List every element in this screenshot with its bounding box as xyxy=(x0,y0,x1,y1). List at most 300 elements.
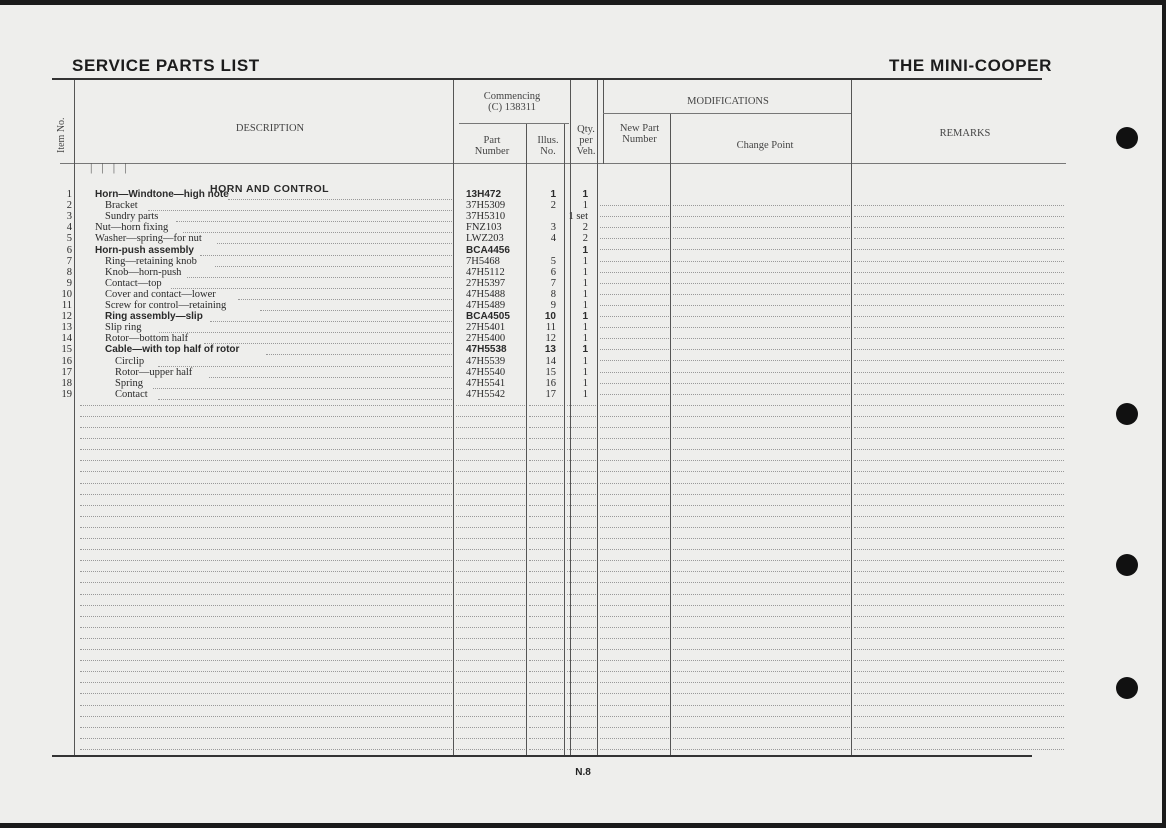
ruled-line xyxy=(456,405,525,406)
quantity: 1 xyxy=(582,288,588,300)
item-number: 16 xyxy=(61,355,72,367)
part-description: Washer—spring—for nut xyxy=(95,233,202,245)
ruled-line xyxy=(854,649,1064,650)
ruled-line xyxy=(80,505,452,506)
ruled-line xyxy=(673,560,850,561)
ruled-line xyxy=(600,205,669,206)
ruled-line xyxy=(456,594,525,595)
ruled-line xyxy=(673,261,850,262)
commencing-header-line2: (C) 138311 xyxy=(488,102,536,113)
ruled-line xyxy=(854,538,1064,539)
ruled-line xyxy=(529,505,563,506)
ruled-line xyxy=(529,560,563,561)
item-number: 11 xyxy=(61,300,72,311)
ruled-line xyxy=(567,505,596,506)
ruled-line xyxy=(567,527,596,528)
ruled-line xyxy=(854,716,1064,717)
ruled-line xyxy=(854,727,1064,728)
ruled-line xyxy=(673,693,850,694)
ruled-line xyxy=(854,527,1064,528)
ruled-line xyxy=(529,594,563,595)
illus-number: 10 xyxy=(544,311,556,323)
ruled-line xyxy=(80,616,452,617)
illus-number: 16 xyxy=(545,377,556,389)
part-number: LWZ203 xyxy=(466,233,504,245)
part-number: 13H472 xyxy=(466,189,502,200)
ruled-line xyxy=(567,427,596,428)
part-number: 47H5540 xyxy=(466,366,506,378)
ruled-line xyxy=(567,605,596,606)
ruled-line xyxy=(80,471,452,472)
quantity: 1 xyxy=(582,366,588,378)
ruled-line xyxy=(600,349,669,350)
ruled-line xyxy=(80,705,452,706)
ruled-line xyxy=(673,438,850,439)
commencing-divider xyxy=(459,123,569,124)
ruled-line xyxy=(529,682,563,683)
ruled-line xyxy=(567,460,596,461)
ruled-line xyxy=(529,582,563,583)
qty-header: Qty. per Veh. xyxy=(576,124,596,157)
ruled-line xyxy=(80,516,452,517)
ruled-line xyxy=(854,327,1064,328)
ruled-line xyxy=(600,505,669,506)
illus-no-header: Illus. No. xyxy=(537,135,559,157)
ruled-line xyxy=(529,671,563,672)
ruled-line xyxy=(529,627,563,628)
ruled-line xyxy=(854,427,1064,428)
ruled-line xyxy=(567,616,596,617)
ruled-line xyxy=(600,594,669,595)
ruled-line xyxy=(854,549,1064,550)
ruled-line xyxy=(854,627,1064,628)
ruled-line xyxy=(854,671,1064,672)
ruled-line xyxy=(673,205,850,206)
ruled-line xyxy=(854,494,1064,495)
ruled-line xyxy=(529,427,563,428)
ruled-line xyxy=(80,416,452,417)
ruled-line xyxy=(456,505,525,506)
quantity: 1 xyxy=(582,244,588,256)
ruled-line xyxy=(600,305,669,306)
illus-number: 2 xyxy=(550,200,556,212)
quantity: 1 xyxy=(582,388,588,400)
ruled-line xyxy=(600,571,669,572)
ruled-line xyxy=(854,660,1064,661)
part-description: Horn—Windtone—high note xyxy=(95,189,229,200)
ruled-line xyxy=(673,605,850,606)
ruled-line xyxy=(456,438,525,439)
item-number: 1 xyxy=(66,189,72,200)
illus-number: 14 xyxy=(545,355,556,367)
ruled-line xyxy=(600,483,669,484)
part-description: Ring—retaining knob xyxy=(105,255,197,267)
ruled-line xyxy=(456,682,525,683)
ruled-line xyxy=(600,671,669,672)
item-number: 8 xyxy=(66,266,72,278)
quantity: 2 xyxy=(582,222,588,234)
modifications-header: MODIFICATIONS xyxy=(687,96,769,107)
ruled-line xyxy=(673,749,850,750)
ruled-line xyxy=(529,494,563,495)
part-number: 47H5542 xyxy=(466,388,506,400)
ruled-line xyxy=(600,249,669,250)
ruled-line xyxy=(673,249,850,250)
ruled-line xyxy=(673,638,850,639)
ruled-line xyxy=(567,560,596,561)
ruled-line xyxy=(673,405,850,406)
ruled-line xyxy=(567,727,596,728)
ruled-line xyxy=(673,360,850,361)
ruled-line xyxy=(567,705,596,706)
ruled-line xyxy=(854,238,1064,239)
ruled-line xyxy=(600,471,669,472)
ruled-line xyxy=(567,693,596,694)
ruled-line xyxy=(456,749,525,750)
ruled-line xyxy=(80,438,452,439)
illus-number: 8 xyxy=(550,288,556,300)
ruled-line xyxy=(673,616,850,617)
quantity: 1 xyxy=(582,377,588,389)
illus-number: 4 xyxy=(550,233,556,245)
ruled-line xyxy=(854,261,1064,262)
ruled-line xyxy=(80,405,452,406)
ruled-line xyxy=(567,449,596,450)
ruled-line xyxy=(600,638,669,639)
ruled-line xyxy=(80,560,452,561)
item-number: 2 xyxy=(66,200,72,212)
ruled-line xyxy=(529,516,563,517)
col-line-desc xyxy=(453,80,454,755)
ruled-line xyxy=(854,571,1064,572)
ruled-line xyxy=(80,671,452,672)
punch-hole-4 xyxy=(1116,677,1138,699)
quantity: 1 xyxy=(582,344,588,356)
ruled-line xyxy=(854,394,1064,395)
ruled-line xyxy=(456,716,525,717)
ruled-line xyxy=(80,449,452,450)
ruled-line xyxy=(456,416,525,417)
part-number: 27H5397 xyxy=(466,277,506,289)
part-description: Knob—horn-push xyxy=(105,266,182,278)
item-number: 14 xyxy=(61,333,72,345)
ruled-line xyxy=(600,316,669,317)
ruled-line xyxy=(673,582,850,583)
part-number: 37H5309 xyxy=(466,200,506,212)
ruled-line xyxy=(673,660,850,661)
ruled-line xyxy=(600,238,669,239)
item-number: 5 xyxy=(66,233,72,245)
item-number: 13 xyxy=(61,322,72,334)
ruled-line xyxy=(600,516,669,517)
ruled-line xyxy=(854,294,1064,295)
part-number: 47H5538 xyxy=(466,344,507,356)
vehicle-title: THE MINI-COOPER xyxy=(889,56,1052,75)
col-line-item xyxy=(74,80,75,755)
header-divider xyxy=(60,163,1066,164)
ruled-line xyxy=(456,627,525,628)
ruled-line xyxy=(80,460,452,461)
page-number: N.8 xyxy=(575,767,591,778)
ruled-line xyxy=(529,571,563,572)
ruled-line xyxy=(529,749,563,750)
ruled-line xyxy=(673,349,850,350)
ruled-line xyxy=(673,383,850,384)
ruled-line xyxy=(673,272,850,273)
ruled-line xyxy=(567,471,596,472)
item-no-header: Item No. xyxy=(56,117,67,153)
ruled-line xyxy=(567,749,596,750)
ruled-line xyxy=(80,649,452,650)
punch-hole-1 xyxy=(1116,127,1138,149)
item-number: 7 xyxy=(66,255,72,267)
part-number: 37H5310 xyxy=(466,211,506,223)
section-title: HORN AND CONTROL xyxy=(210,183,330,195)
ruled-line xyxy=(600,538,669,539)
punch-hole-2 xyxy=(1116,403,1138,425)
ruled-line xyxy=(854,516,1064,517)
ruled-line xyxy=(529,727,563,728)
ruled-line xyxy=(673,494,850,495)
ruled-line xyxy=(600,527,669,528)
ruled-line xyxy=(600,549,669,550)
ruled-line xyxy=(80,749,452,750)
ruled-line xyxy=(854,693,1064,694)
ruled-line xyxy=(529,605,563,606)
new-part-number-header: New Part Number xyxy=(619,123,660,145)
ruled-line xyxy=(673,527,850,528)
ruled-line xyxy=(529,638,563,639)
ruled-line xyxy=(600,693,669,694)
part-number: 47H5539 xyxy=(466,355,506,367)
ruled-line xyxy=(529,483,563,484)
ruled-line xyxy=(80,627,452,628)
ruled-line xyxy=(673,372,850,373)
quantity: 1 xyxy=(582,266,588,278)
ruled-line xyxy=(567,494,596,495)
ruled-line xyxy=(567,649,596,650)
ruled-line xyxy=(456,460,525,461)
part-description: Circlip xyxy=(115,355,145,367)
ruled-line xyxy=(567,582,596,583)
ruled-line xyxy=(80,582,452,583)
ruled-line xyxy=(673,483,850,484)
ruled-line xyxy=(673,338,850,339)
col-line-qty-end xyxy=(597,80,598,755)
ruled-line xyxy=(854,383,1064,384)
ruled-line xyxy=(567,438,596,439)
item-number: 9 xyxy=(66,277,72,289)
change-point-header: Change Point xyxy=(736,140,794,151)
illus-number: 12 xyxy=(545,333,556,345)
ruled-line xyxy=(600,494,669,495)
quantity: 1 xyxy=(582,277,588,289)
ruled-line xyxy=(567,671,596,672)
ruled-line xyxy=(456,527,525,528)
ruled-line xyxy=(854,438,1064,439)
remarks-header: REMARKS xyxy=(939,128,991,139)
part-number: 47H5488 xyxy=(466,288,506,300)
ruled-line xyxy=(854,749,1064,750)
ruled-line xyxy=(673,305,850,306)
ruled-line xyxy=(854,705,1064,706)
ruled-line xyxy=(673,416,850,417)
quantity: 2 xyxy=(582,233,588,245)
ruled-line xyxy=(80,427,452,428)
item-number: 18 xyxy=(61,377,72,389)
ruled-line xyxy=(673,716,850,717)
ruled-line xyxy=(456,427,525,428)
ruled-line xyxy=(854,305,1064,306)
ruled-line xyxy=(854,316,1064,317)
ruled-line xyxy=(854,616,1064,617)
ruled-line xyxy=(456,616,525,617)
ruled-line xyxy=(567,627,596,628)
illus-number: 1 xyxy=(550,189,556,200)
ruled-line xyxy=(456,638,525,639)
ruled-line xyxy=(529,438,563,439)
ruled-line xyxy=(673,571,850,572)
ruled-line xyxy=(529,460,563,461)
illus-number: 3 xyxy=(550,222,556,234)
part-number: 47H5541 xyxy=(466,377,506,389)
ruled-line xyxy=(854,738,1064,739)
ruled-line xyxy=(854,638,1064,639)
quantity: 1 xyxy=(582,322,588,334)
part-number: 7H5468 xyxy=(466,255,500,267)
ruled-line xyxy=(456,693,525,694)
ruled-line xyxy=(854,360,1064,361)
ruled-line xyxy=(80,605,452,606)
ruled-line xyxy=(673,671,850,672)
ruled-line xyxy=(80,682,452,683)
ruled-line xyxy=(456,582,525,583)
part-description: Rotor—upper half xyxy=(115,366,193,378)
leader-line xyxy=(158,399,452,400)
ruled-line xyxy=(567,716,596,717)
ruled-line xyxy=(854,349,1064,350)
ruled-line xyxy=(456,560,525,561)
ruled-line xyxy=(456,483,525,484)
ruled-line xyxy=(600,660,669,661)
ruled-line xyxy=(529,649,563,650)
ruled-line xyxy=(854,483,1064,484)
ruled-line xyxy=(529,616,563,617)
quantity: 1 xyxy=(582,189,588,200)
ruled-line xyxy=(600,749,669,750)
part-description: Cover and contact—lower xyxy=(105,288,216,300)
ruled-line xyxy=(567,549,596,550)
ruled-line xyxy=(80,638,452,639)
ruled-line xyxy=(854,560,1064,561)
ruled-line xyxy=(673,460,850,461)
part-description: Contact xyxy=(115,388,148,400)
ruled-line xyxy=(600,405,669,406)
quantity: 1 xyxy=(582,355,588,367)
quantity: 1 xyxy=(582,300,588,311)
ruled-line xyxy=(854,505,1064,506)
ruled-line xyxy=(80,527,452,528)
ruled-line xyxy=(673,283,850,284)
ruled-line xyxy=(673,682,850,683)
ruled-line xyxy=(600,416,669,417)
quantity: 1 xyxy=(582,255,588,267)
part-description: Cable—with top half of rotor xyxy=(105,344,240,356)
ruled-line xyxy=(673,227,850,228)
ruled-line xyxy=(673,516,850,517)
ruled-line xyxy=(673,394,850,395)
col-line-change xyxy=(851,80,852,755)
ruled-line xyxy=(567,594,596,595)
ruled-line xyxy=(673,727,850,728)
ruled-line xyxy=(567,538,596,539)
ruled-line xyxy=(673,294,850,295)
part-number: 27H5401 xyxy=(466,322,506,334)
quantity: 1 xyxy=(582,311,588,323)
ruled-line xyxy=(854,272,1064,273)
part-description: Bracket xyxy=(105,200,138,212)
quantity: 1 xyxy=(582,200,588,212)
ruled-line xyxy=(529,471,563,472)
ruled-line xyxy=(673,738,850,739)
ruled-line xyxy=(567,738,596,739)
ruled-line xyxy=(600,727,669,728)
ruled-line xyxy=(854,205,1064,206)
ruled-line xyxy=(567,660,596,661)
ruled-line xyxy=(567,405,596,406)
ruled-line xyxy=(673,238,850,239)
ruled-line xyxy=(600,272,669,273)
part-number: BCA4456 xyxy=(466,244,510,256)
col-line-mod-start xyxy=(603,80,604,164)
item-number: 4 xyxy=(66,222,72,234)
part-description: Ring assembly—slip xyxy=(105,311,203,323)
ruled-line xyxy=(456,571,525,572)
part-number: FNZ103 xyxy=(466,222,502,234)
ruled-line xyxy=(673,627,850,628)
item-number: 17 xyxy=(61,366,72,378)
ruled-line xyxy=(567,682,596,683)
ruled-line xyxy=(600,227,669,228)
ruled-line xyxy=(673,538,850,539)
ruled-line xyxy=(673,549,850,550)
ruled-line xyxy=(854,605,1064,606)
ruled-line xyxy=(673,427,850,428)
item-number: 10 xyxy=(61,288,72,300)
ruled-line xyxy=(456,516,525,517)
ruled-line xyxy=(529,405,563,406)
ruled-line xyxy=(567,638,596,639)
parts-list-sheet xyxy=(0,5,1162,823)
bottom-rule xyxy=(52,755,1032,757)
ruled-line xyxy=(600,460,669,461)
ruled-line xyxy=(854,372,1064,373)
ruled-line xyxy=(529,660,563,661)
ruled-line xyxy=(854,582,1064,583)
ruled-line xyxy=(456,538,525,539)
ruled-line xyxy=(600,338,669,339)
commencing-header-line1: Commencing xyxy=(483,91,541,102)
ruled-line xyxy=(80,716,452,717)
ruled-line xyxy=(456,727,525,728)
ruled-line xyxy=(854,471,1064,472)
modifications-divider xyxy=(603,113,851,114)
illus-number: 11 xyxy=(545,322,556,334)
ruled-line xyxy=(600,449,669,450)
illus-number: 6 xyxy=(550,266,556,278)
ruled-line xyxy=(80,594,452,595)
part-number: BCA4505 xyxy=(466,311,510,323)
